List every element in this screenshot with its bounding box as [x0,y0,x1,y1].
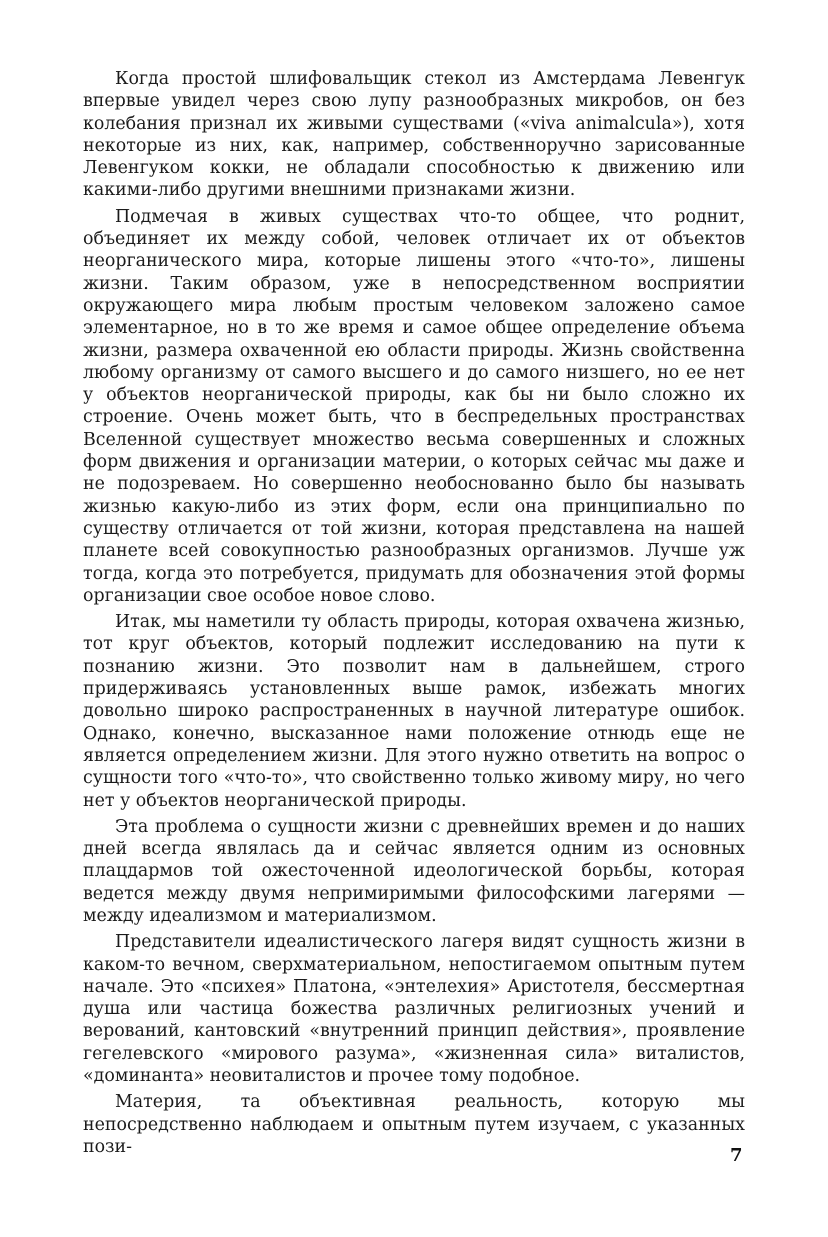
paragraph-2: Подмечая в живых существах что-то общее, что роднит, объединяет их между собой, человек отличает их от объектов неорганического мира, которые лишены этого «что-то», лишены жизни. Таким образом, уже в непосредственном восприятии окружающего мира любым простым человеком заложено самое элементарное, но в то же время и самое общее определение объема жизни, размера охваченной ею области природы. Жизнь свойственна любому организму от самого высшего и до самого низшего, но ее нет у объектов неорганической природы, как бы ни было сложно их строение. Очень может быть, что в беспредельных пространствах Вселенной существует множество весьма совершенных и сложных форм движения и организации материи, о которых сейчас мы даже и не подозреваем. Но совершенно необоснованно было бы называть жизнью какую-либо из этих форм, если она принципиально по существу отличается от той жизни, которая представлена на нашей планете всей совокупностью разнообразных организмов. Лучше уж тогда, когда это потребуется, придумать для обозначения этой формы организации свое особое новое слово. [83,206,745,606]
paragraph-4: Эта проблема о сущности жизни с древнейших времен и до наших дней всегда являлась да и сейчас является одним из основных плацдармов той ожесточенной идеологической борьбы, которая ведется между двумя непримиримыми философскими лагерями — между идеализмом и материализмом. [83,816,745,926]
page-number: 7 [730,1145,743,1166]
paragraph-5: Представители идеалистического лагеря видят сущность жизни в каком-то вечном, сверхматериальном, непостигаемом опытным путем начале. Это «психея» Платона, «энтелехия» Аристотеля, бессмертная душа или частица божества различных религиозных учений и верований, кантовский «внутренний принцип действия», проявление гегелевского «мирового разума», «жизненная сила» виталистов, «доминанта» неовиталистов и прочее тому подобное. [83,932,745,1087]
paragraph-3: Итак, мы наметили ту область природы, которая охвачена жизнью, тот круг объектов, который подлежит исследованию на пути к познанию жизни. Это позволит нам в дальнейшем, строго придерживаясь установленных выше рамок, избежать многих довольно широко распространенных в научной литературе ошибок. Однако, конечно, высказанное нами положение отнюдь еще не является определением жизни. Для этого нужно ответить на вопрос о сущности того «что-то», что свойственно только живому миру, но чего нет у объектов неорганической природы. [83,612,745,811]
paragraph-6: Материя, та объективная реальность, которую мы непосредственно наблюдаем и опытным путем изучаем, с указанных пози- [83,1092,745,1157]
page-body [83,68,745,1158]
paragraph-1: Когда простой шлифовальщик стекол из Амстердама Левенгук впервые увидел через свою лупу разнообразных микробов, он без колебания признал их живыми существами («viva animalcula»), хотя некоторые из них, как, например, собственноручно зарисованные Левенгуком кокки, не обладали способностью к движению или какими-либо другими внешними признаками жизни. [83,69,745,201]
